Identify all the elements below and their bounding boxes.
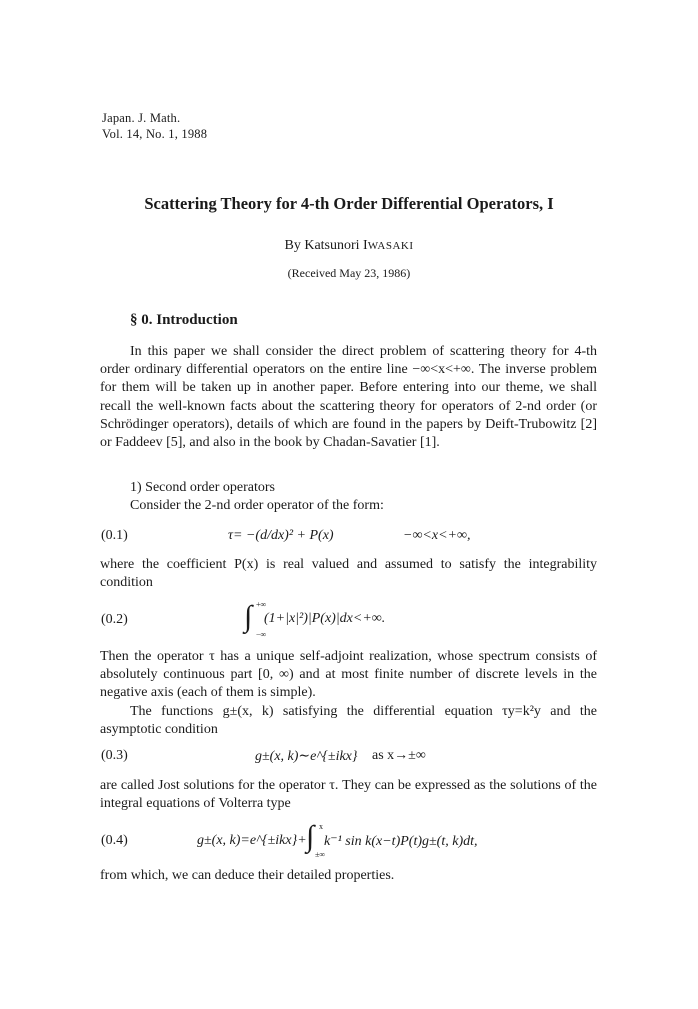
closing-line: from which, we can deduce their detailed properties. [100,868,395,883]
eq-0-4-number: (0.4) [101,833,128,848]
jost-paragraph [100,703,597,739]
eq-0-1-domain: −∞<x<+∞, [403,528,471,543]
author-name: By Katsunori I [284,238,368,253]
coefficient-paragraph: where the coefficient P(x) is real valued and assumed to satisfy the integrability condition [100,557,597,591]
eq-0-1-number: (0.1) [101,528,128,543]
paper-title: Scattering Theory for 4-th Order Differential Operators, I [144,194,554,213]
jost-text: The functions g±(x, k) satisfying the differential equation τy=k²y and the asymptotic condition [100,704,597,738]
eq-0-2-integrand: (1+|x|²)|P(x)|dx<+∞. [264,611,386,626]
integral-equation-paragraph: are called Jost solutions for the operator τ. They can be expressed as the solutions of the integral equations of Volterra type [100,778,597,812]
section-heading: § 0. Introduction [130,312,238,328]
eq-0-2 [244,598,544,642]
integral-sign: ∫ [244,600,253,633]
eq-0-4-lhs: g±(x, k)=e^{±ikx}+ [197,833,307,848]
intro-text: In this paper we shall consider the direct problem of scattering theory for 4-th order ordinary differential operators on the entire line −∞<x<+∞. The inverse problem for them will be taken up in another paper. Before entering into our theme, we shall recall the well-known facts about the scattering theory for operators of 2-nd order (or Schrödinger operators), details of which are found in the papers by Deift-Trubowitz [2] or Faddeev [5], and also in the book by Chadan-Savatier [1]. [100,344,597,451]
eq-0-2-number: (0.2) [101,612,128,627]
author-surname: WASAKI [367,240,414,252]
eq-0-4-upper-limit: x [319,822,323,831]
journal-name: Japan. J. Math. [102,111,181,125]
eq-0-1-operator: τ= −(d/dx)² + P(x) [228,528,334,543]
eq-0-3-condition: as x→±∞ [372,748,426,763]
journal-volume: Vol. 14, No. 1, 1988 [102,127,208,141]
author-line [0,238,698,254]
subsection-heading: 1) Second order operators [130,480,276,495]
spectrum-paragraph: Then the operator τ has a unique self-adjoint realization, whose spectrum consists of absolutely continuous part [0, ∞) and at most finite number of discrete levels in the negative axis (each of them is simple). [100,649,597,701]
eq-0-4-integrand: k⁻¹ sin k(x−t)P(t)g±(t, k)dt, [324,834,478,849]
integral-sign: ∫ [306,820,315,853]
eq-0-3-relation: g±(x, k)∼e^{±ikx} [255,749,358,764]
received-date: (Received May 23, 1986) [287,266,411,280]
consider-line: Consider the 2-nd order operator of the form: [130,498,384,513]
intro-paragraph [100,343,597,452]
eq-0-2-upper-limit: +∞ [256,600,267,609]
eq-0-2-lower-limit: −∞ [256,630,267,639]
eq-0-3-number: (0.3) [101,748,128,763]
eq-0-4-lower-limit: ±∞ [315,850,326,859]
